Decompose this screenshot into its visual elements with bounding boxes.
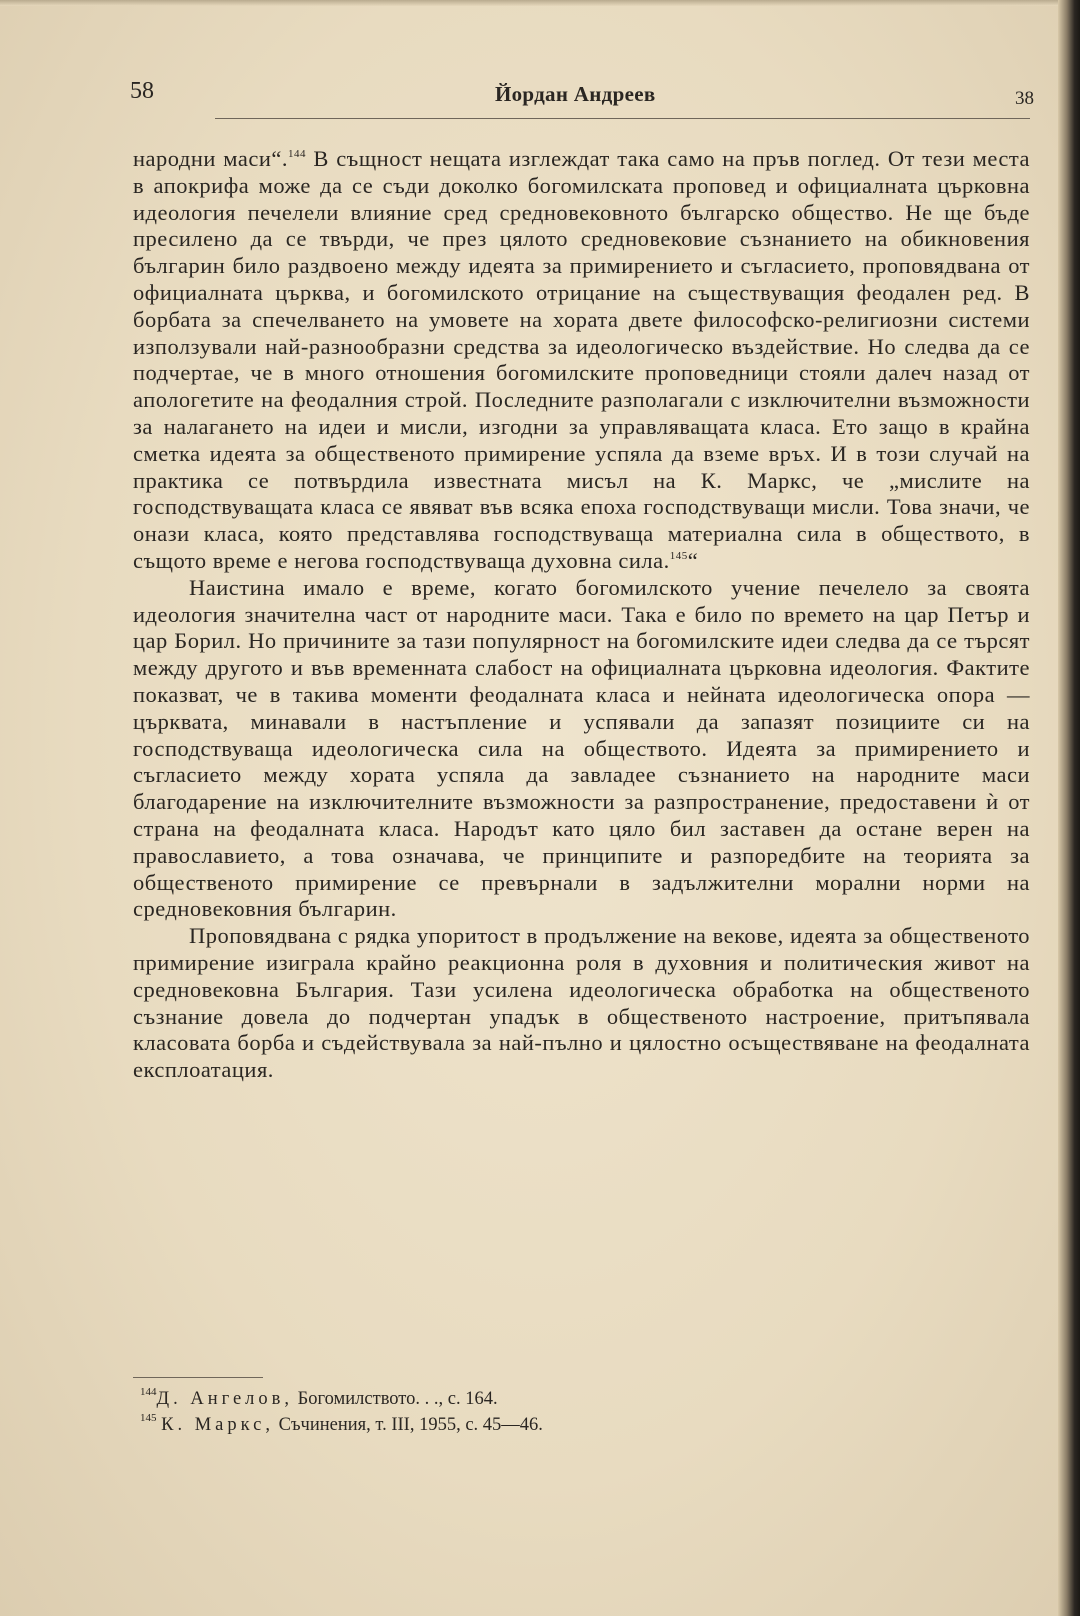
paragraph [133, 575, 1030, 923]
footnote [140, 1412, 960, 1438]
page-top-edge [0, 0, 1060, 6]
paragraph [133, 923, 1030, 1084]
sheet-number: 38 [1015, 88, 1034, 109]
text-segment: Наистина имало е време, когато богомилското учение печелело за своята идеология значителна част от народните маси. Така е било по времето на цар Петър и цар Борил. Но причините за тази популярност на богомилските идеи следва да се търсят между другото и във временната слабост на официалната църковна идеология. Фактите показват, че в такива моменти феодалната класа и нейната идеологическа опора — църквата, минавали в настъпление и успявали да запазят позициите си на господствуваща идеологическа сила на обществото. Идеята за примирението и съгласието между хората успяла да завладее съзнанието на народните маси благодарение на изключителните възможности за разпространение, предоставени ѝ от страна на феодалната класа. Народът като цяло бил заставен да остане верен на православието, а това означава, че принципите и разпоредбите на теорията за общественото примирение се превърнали в задължителни морални норми на средновековния българин. [133, 574, 1030, 922]
footnote-mark: 145 [140, 1412, 157, 1424]
footnote-ref-145: 145 [669, 549, 688, 562]
footnotes [140, 1386, 960, 1438]
text-segment: В същност нещата изглеждат така само на пръв поглед. От тези места в апокрифа може да се съди доколко богомилската проповед и официалната църковна идеология печелели влияние сред средновековното българско общество. Не ще бъде пресилено да се твърди, че през цялото средновековие съзнанието на обикновения българин било раздвоено между идеята за примирението и съгласието, проповядвана от официалната църква, и богомилското отрицание на съществуващия феодален ред. В борбата за спечелването на умовете на хората двете философско-религиозни системи използували най-разнообразни средства за идеологическо въздействие. Но следва да се подчертае, че в много отношения богомилските проповедници стояли далеч назад от апологетите на феодалния строй. Последните разполагали с изключителни възможности за налагането на идеи и мисли, изгодни за управляващата класа. Ето защо в крайна сметка идеята за общественото примирение успяла да вземе връх. И в този случай на практика се потвърдила известната мисъл на К. Маркс, че „мислите на господствуващата класа се явяват във всяка епоха господствуващи мисли. Това значи, че онази класа, която представлява господствуваща материална сила в обществото, в същото време е негова господствуваща духовна сила. [133, 146, 1030, 573]
page-binding-shadow [1058, 0, 1080, 1616]
footnote [140, 1386, 960, 1412]
footnote-author: Д. Ангелов, [156, 1389, 294, 1409]
paragraph [133, 146, 1030, 575]
text-segment: “ [687, 547, 699, 573]
footnote-ref-144: 144 [287, 148, 306, 160]
running-title: Йордан Андреев [495, 82, 656, 106]
header-rule [215, 118, 1030, 119]
main-text [133, 146, 1030, 1084]
page-number: 58 [130, 78, 154, 104]
running-header [130, 78, 1040, 118]
footnote-rule [133, 1377, 263, 1378]
text-segment: народни маси“. [133, 146, 288, 171]
footnote-author: К. Маркс, [161, 1415, 274, 1435]
footnote-mark: 144 [140, 1386, 157, 1398]
text-segment: Проповядвана с рядка упоритост в продължение на векове, идеята за общественото примирение изиграла крайно реакционна роля в духовния и политическия живот на средновековна България. Тази усилена идеологическа обработка на общественото съзнание довела до подчертан упадък в общественото настроение, притъпявала класовата борба и съдействувала за най-пълно и цялостно осъществяване на феодалната експлоатация. [133, 923, 1030, 1083]
footnote-work: Богомилството. . ., с. 164. [297, 1389, 498, 1409]
footnote-work: Съчинения, т. III, 1955, с. 45—46. [278, 1415, 543, 1435]
